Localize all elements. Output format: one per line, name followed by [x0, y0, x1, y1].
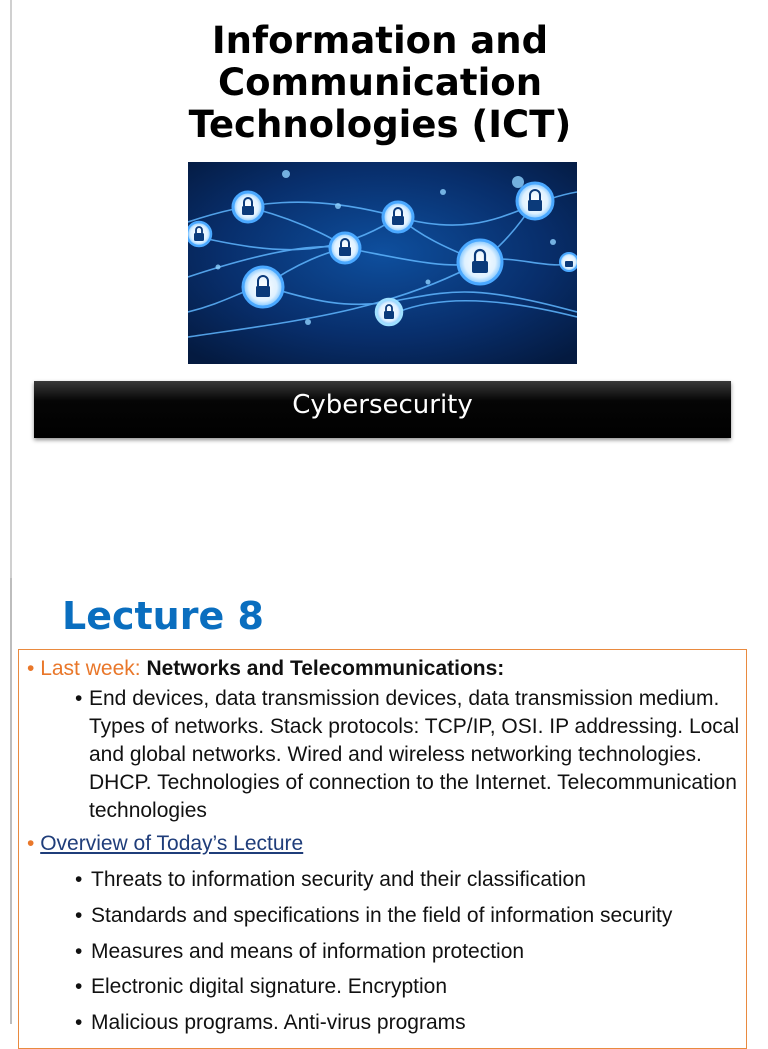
lecture-heading: Lecture 8	[62, 594, 264, 638]
title-line-3: Technologies (ICT)	[188, 103, 572, 146]
bullet: •	[27, 657, 35, 680]
bullet: •	[75, 975, 83, 998]
title-line-1: Information and	[211, 19, 549, 62]
overview-item-text: Threats to information security and their classification	[91, 868, 586, 891]
last-week-label: Last week:	[40, 657, 141, 680]
lecture-overview-box	[18, 649, 747, 1049]
overview-item-text: Measures and means of information protection	[91, 940, 525, 963]
overview-link[interactable]: Overview of Today’s Lecture	[40, 832, 304, 855]
overview-item-text: Malicious programs. Anti-virus programs	[91, 1011, 466, 1034]
last-week-details: End devices, data transmission devices, data transmission medium. Types of networks. Stack protocols: TCP/IP, OSI. IP addressing. Local and global networks. Wired and wireless networking technologies. DHCP. Technologies of connection to the Internet. Telecommunication technologies	[89, 687, 740, 822]
network-lock-illustration	[188, 162, 577, 364]
bullet: •	[27, 832, 35, 855]
overview-item	[75, 973, 755, 1001]
bullet: •	[75, 687, 83, 710]
slide-left-edge-bottom	[10, 578, 12, 1024]
overview-item	[75, 938, 755, 966]
title-line-2: Communication	[217, 61, 543, 104]
bullet: •	[75, 1011, 83, 1034]
last-week-details-item	[75, 685, 755, 825]
overview-item	[75, 866, 755, 894]
bullet: •	[75, 868, 83, 891]
overview-row	[27, 830, 303, 858]
slide-title	[100, 20, 660, 146]
bullet: •	[75, 904, 83, 927]
cybersecurity-network-image	[188, 162, 577, 364]
overview-item	[75, 902, 755, 930]
topic-banner: Cybersecurity	[34, 381, 731, 438]
overview-item-text: Electronic digital signature. Encryption	[91, 975, 448, 998]
last-week-row	[27, 655, 504, 683]
last-week-topic: Networks and Telecommunications:	[146, 657, 505, 680]
overview-item-text: Standards and specifications in the field of information security	[91, 904, 673, 927]
slide-left-edge-top	[10, 0, 12, 578]
bullet: •	[75, 940, 83, 963]
overview-item	[75, 1009, 755, 1037]
lock-icon	[233, 192, 263, 222]
